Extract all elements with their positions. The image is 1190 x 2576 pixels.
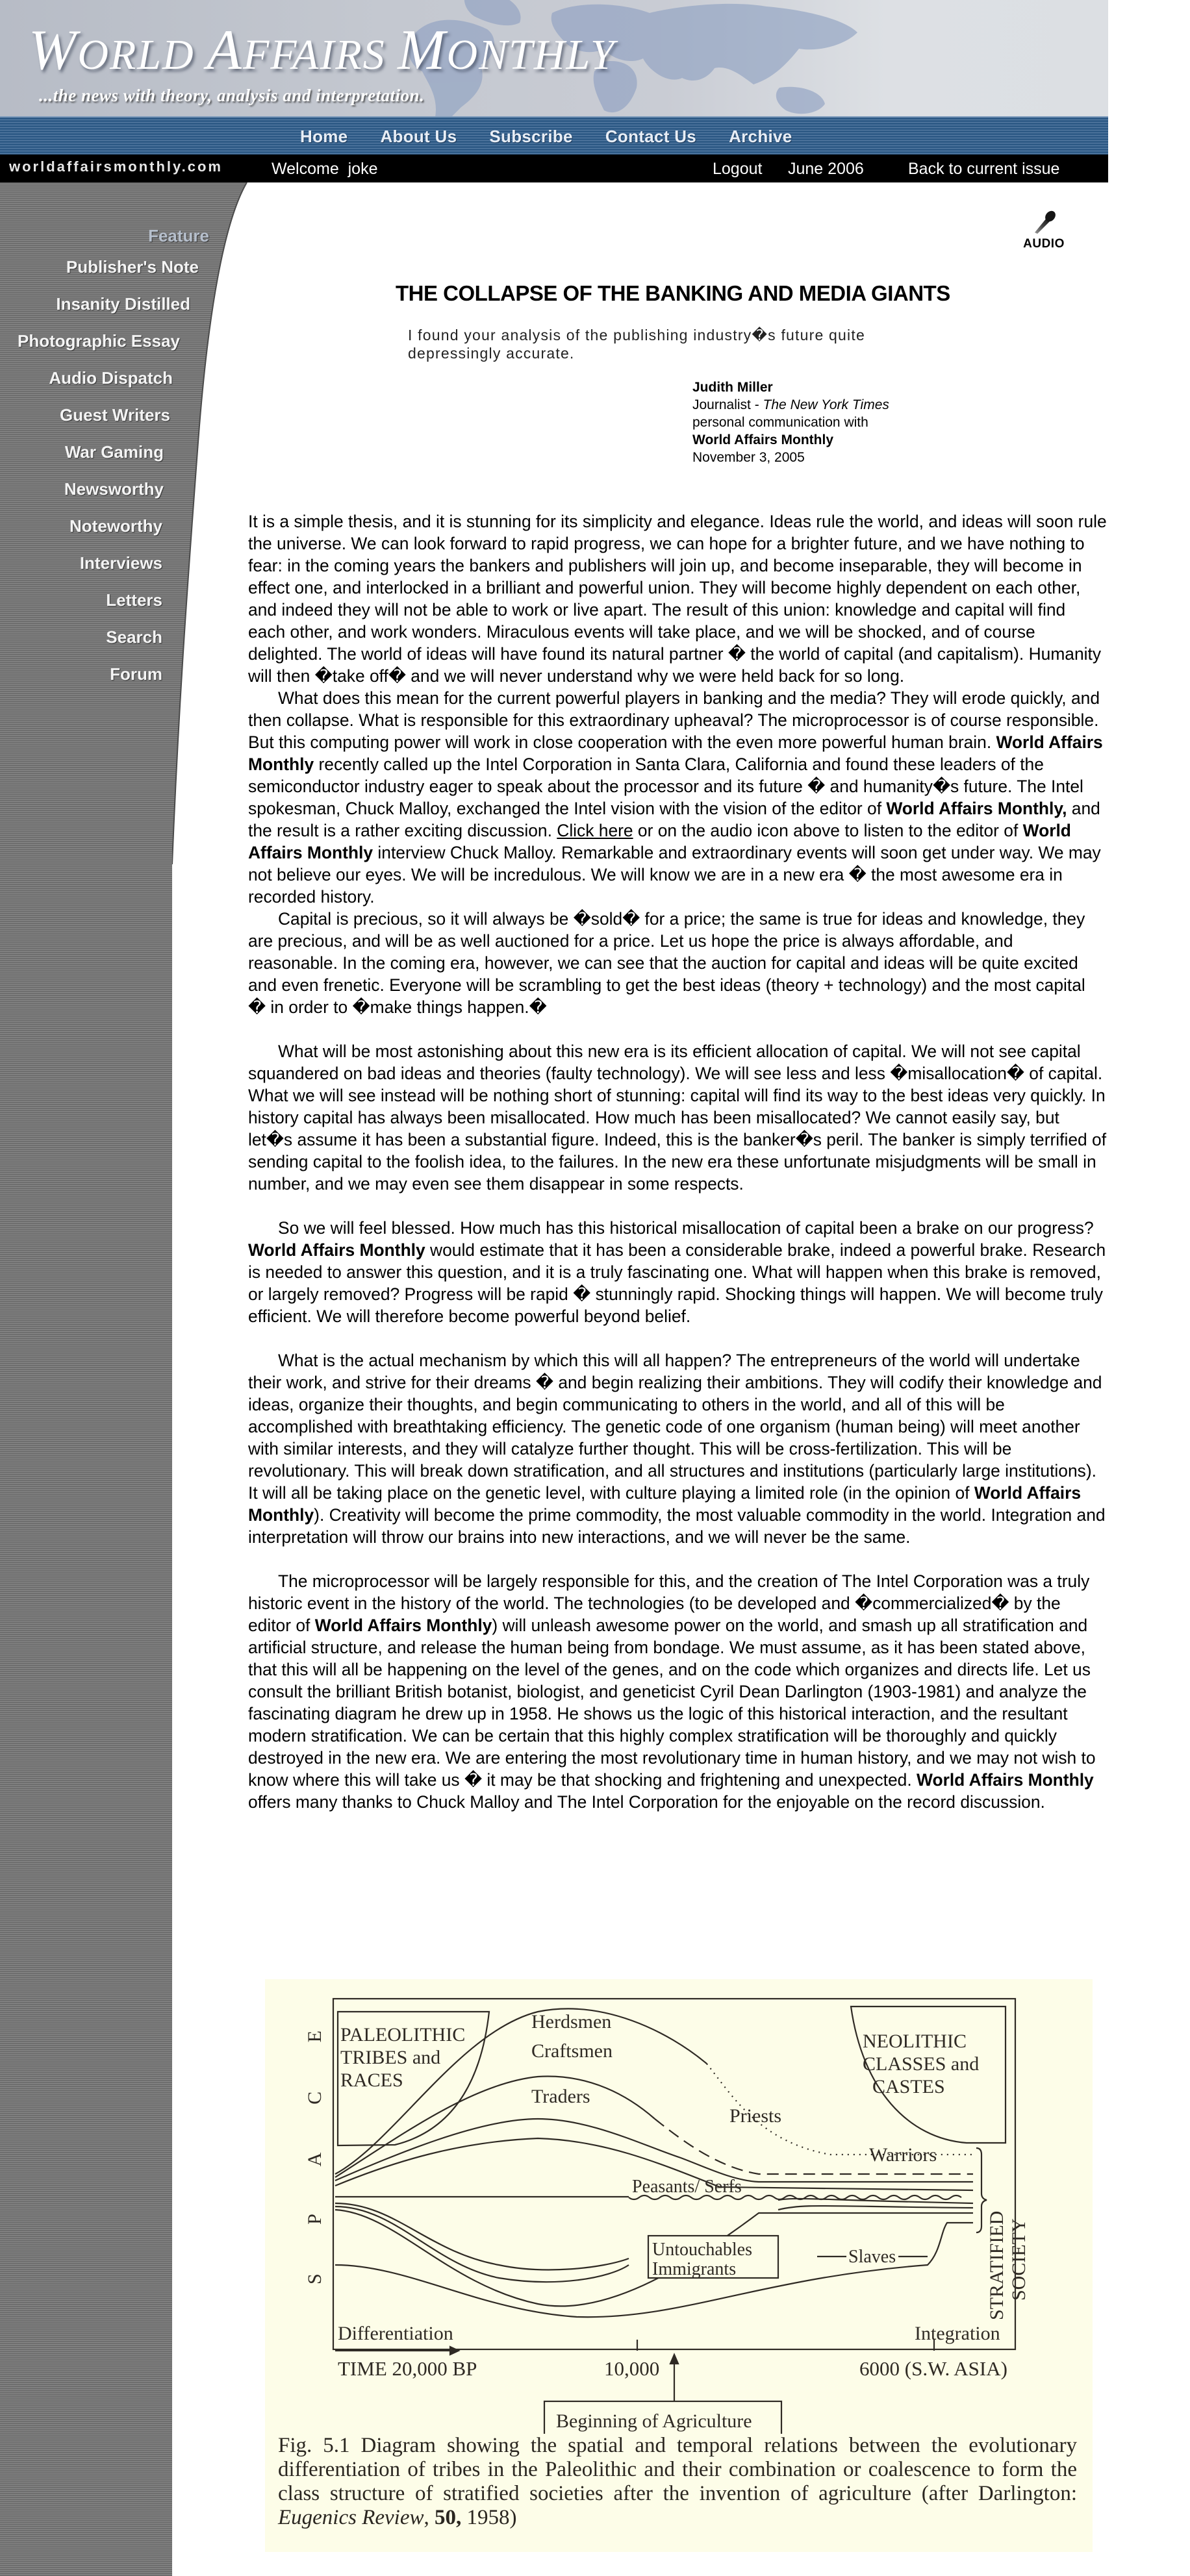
sidebar-menu xyxy=(0,223,209,698)
site-domain: worldaffairsmonthly.com xyxy=(9,158,223,175)
quote-attribution xyxy=(692,379,889,466)
neolithic-line-2: CLASSES and xyxy=(863,2053,980,2075)
paragraph-text: What is the actual mechanism by which this will all happen? The entrepreneurs of the world will undertake their work, and strive for their dreams � and begin realizing their ambitions. They will codify their knowledge and ideas, organize their thoughts, and begin communicating to others in the world, and all of this will be accomplished with breathtaking efficiency. The genetic code of one organism (human being) will meet another with similar interests, and they will catalyze further thought. This will be cross-fertilization. This will be revolutionary. This will break down stratification, and all structures and institutions (particularly large institutions). It will all be taking place on the genetic level, with culture playing a limited role (in the opinion of xyxy=(248,1351,1102,1503)
attribution-name: Judith Miller xyxy=(692,380,773,395)
brand-name: World Affairs Monthly xyxy=(917,1770,1094,1790)
craftsmen-label: Craftsmen xyxy=(531,2040,613,2062)
article-paragraph xyxy=(248,510,1107,687)
time-end-label: 6000 (S.W. ASIA) xyxy=(859,2357,1007,2380)
top-navigation xyxy=(0,116,1108,155)
peasants-label: Peasants/ Serfs xyxy=(632,2177,742,2197)
paleolithic-line-1: PALEOLITHIC xyxy=(340,2024,466,2045)
paragraph-text: It is a simple thesis, and it is stunning for its simplicity and elegance. Ideas rule the world, and ideas will soon rule the universe. We can look forward to rapid progress, we can hope for a brighter future, and we have nothing to fear: in the coming years the bankers and publishers will join up, and become inseparable, they will become in effect one, and interlocked in a brilliant and powerful union. They will become highly dependent on each other, and indeed they will not be able to work or live apart. The result of this union: knowledge and capital will find each other, and work wonders. Miraculous events will take place, and we will be shocked, and of course delighted. The world of ideas will have found its natural partner � the world of capital (and capitalism). Humanity will then �take off� and we will never understand why we were held back for so long. xyxy=(248,512,1107,686)
paleolithic-line-2: TRIBES and xyxy=(340,2047,441,2068)
society-label: SOCIETY xyxy=(1008,2218,1030,2301)
click-here-audio-link[interactable]: Click here xyxy=(557,821,633,840)
figure-caption: Fig. 5.1 Diagram showing the spatial and temporal relations between the evolutionary differentiation of tribes in the Paleolithic and their combination or coalescence to form the class structure of stratified societies after the invention of agriculture (after Darlington: Eugenics Review, 50, 1958) xyxy=(278,2434,1077,2529)
differentiation-label: Differentiation xyxy=(338,2323,453,2344)
time-mid-label: 10,000 xyxy=(604,2357,660,2380)
time-start-label: TIME 20,000 BP xyxy=(338,2357,477,2380)
attribution-role: Journalist - The New York Times xyxy=(692,397,889,412)
brand-name: World Affairs Monthly xyxy=(314,1616,492,1635)
sidebar-item-war-gaming[interactable]: War Gaming xyxy=(64,442,164,462)
paragraph-text: or on the audio icon above to listen to the editor of xyxy=(633,821,1023,840)
brand-name: World Affairs Monthly xyxy=(248,821,1071,862)
paragraph-text: recently called up the Intel Corporation in Santa Clara, California and found these leaders of the semiconductor industry eager to speak about the processor and its future � and humanity�s future. The Intel spokesman, Chuck Malloy, exchanged the Intel vision with the vision of the editor of xyxy=(248,755,1083,818)
sidebar-item-feature[interactable]: Feature xyxy=(148,226,209,245)
article-body xyxy=(248,510,1107,1813)
user-bar xyxy=(0,155,1108,182)
slaves-label: Slaves xyxy=(848,2247,896,2267)
logout-link[interactable]: Logout xyxy=(713,160,763,178)
sidebar-item-audio-dispatch[interactable]: Audio Dispatch xyxy=(49,368,173,388)
stratified-bracket xyxy=(976,2148,987,2232)
brand-name: World Affairs Monthly xyxy=(248,1240,425,1260)
back-to-current-issue-link[interactable]: Back to current issue xyxy=(908,160,1060,178)
untouchables-curve-1 xyxy=(335,2203,629,2270)
sidebar-item-search[interactable]: Search xyxy=(106,627,162,647)
article-paragraph xyxy=(248,687,1107,908)
sidebar-item-newsworthy[interactable]: Newsworthy xyxy=(64,479,164,499)
agriculture-label: Beginning of Agriculture xyxy=(556,2410,752,2432)
immigrants-label: Immigrants xyxy=(652,2259,737,2279)
sidebar-item-insanity-distilled[interactable]: Insanity Distilled xyxy=(56,294,190,314)
paragraph-text: ). Creativity will become the prime commodity, the most valuable commodity in the world. Integration and interpretation will throw our brains into new interactions, and we will never be the same. xyxy=(248,1505,1106,1547)
integration-label: Integration xyxy=(915,2323,1000,2344)
stratified-label: STRATIFIED xyxy=(986,2210,1007,2320)
site-tagline: ...the news with theory, analysis and interpretation. xyxy=(39,86,425,105)
immigrants-to-stratified xyxy=(778,2206,973,2210)
time-arrow-head xyxy=(450,2347,459,2355)
attribution-publication: The New York Times xyxy=(763,397,889,412)
paragraph-text: and the result is a rather exciting discussion. xyxy=(248,799,1100,840)
paleolithic-line-3: RACES xyxy=(340,2070,403,2091)
darlington-diagram-figure xyxy=(265,1979,1093,2552)
nav-contact-us[interactable]: Contact Us xyxy=(605,127,697,146)
article-title: THE COLLAPSE OF THE BANKING AND MEDIA GIANTS xyxy=(396,281,950,305)
article-paragraph xyxy=(248,908,1107,1018)
attribution-context: personal communication with xyxy=(692,415,868,430)
paragraph-text: interview Chuck Malloy. Remarkable and extraordinary events will soon get under way. We may not believe our eyes. We will be incredulous. We will know we are in a new era � the most awesome era in recorded history. xyxy=(248,843,1101,907)
sidebar-item-noteworthy[interactable]: Noteworthy xyxy=(70,516,162,536)
paragraph-text: What will be most astonishing about this new era is its efficient allocation of capital. We will not see capital squandered on bad ideas and theories (faulty technology). We will see less and less �misallocation� of capital. What we will see instead will be nothing short of stunning: capital will find its way to the best ideas very quickly. In history capital has always been misallocated. How much has been misallocated? We cannot easily say, but let�s assume it has been a substantial figure. Indeed, this is the banker�s peril. The banker is simply terrified of sending capital to the foolish idea, to the failures. In the new era these unfortunate misjudgments will be small in number, and we may even see them disappear in some respects. xyxy=(248,1042,1107,1194)
sidebar-item-letters[interactable]: Letters xyxy=(106,590,162,610)
brand-name: World Affairs Monthly, xyxy=(886,799,1067,818)
paragraph-text: offers many thanks to Chuck Malloy and The Intel Corporation for the enjoyable on the record discussion. xyxy=(248,1792,1045,1812)
masthead-banner xyxy=(0,0,1108,116)
priests-label: Priests xyxy=(729,2105,782,2127)
paragraph-text: So we will feel blessed. How much has this historical misallocation of capital been a brake on our progress? xyxy=(278,1218,1094,1238)
stratification-diagram xyxy=(265,1979,1093,2434)
agriculture-arrow-head xyxy=(670,2355,678,2364)
nav-archive[interactable]: Archive xyxy=(729,127,792,146)
paragraph-text: Capital is precious, so it will always be �sold� for a price; the same is true for ideas and knowledge, they are precious, and will be as well auctioned for a price. Let us hope the price is always affordable, and reasonable. In the coming era, however, we can see that the auction for capital and ideas will be quite excited and even frenetic. Everyone will be scrambling to get the best ideas (theory + technology) and the most capital � in order to �make things happen.� xyxy=(248,909,1085,1017)
paragraph-text: The microprocessor will be largely responsible for this, and the creation of The Intel Corporation was a truly historic event in the history of the world. The technologies (to be developed and �commercialized� by the editor of xyxy=(248,1571,1090,1635)
traders-label: Traders xyxy=(531,2086,590,2107)
neolithic-box xyxy=(851,2007,1006,2143)
sidebar-item-forum[interactable]: Forum xyxy=(110,664,162,684)
untouchables-curve-2 xyxy=(335,2207,629,2282)
brand-name: World Affairs Monthly xyxy=(248,1483,1082,1525)
site-title: WORLD AFFAIRS MONTHLY xyxy=(29,19,616,82)
sidebar-item-guest-writers[interactable]: Guest Writers xyxy=(59,405,170,425)
audio-button[interactable] xyxy=(1021,209,1067,251)
craftsmen-curve xyxy=(335,2077,655,2177)
space-axis-label: S P A C E xyxy=(304,2008,325,2284)
microphone-icon xyxy=(1030,209,1058,235)
sidebar-item-photographic-essay[interactable]: Photographic Essay xyxy=(18,331,180,351)
nav-home[interactable]: Home xyxy=(300,127,348,146)
sidebar-item-interviews[interactable]: Interviews xyxy=(79,553,162,573)
welcome-message: Welcome joke xyxy=(272,160,378,178)
nav-subscribe[interactable]: Subscribe xyxy=(489,127,573,146)
article-paragraph xyxy=(248,1040,1107,1195)
attribution-date: November 3, 2005 xyxy=(692,450,805,465)
neolithic-line-3: CASTES xyxy=(872,2076,945,2097)
herdsmen-label: Herdsmen xyxy=(531,2011,612,2032)
untouchables-label: Untouchables xyxy=(652,2240,752,2260)
brand-name: World Affairs Monthly xyxy=(248,732,1103,774)
caption-journal: Eugenics Review xyxy=(278,2506,424,2529)
attribution-org: World Affairs Monthly xyxy=(692,432,833,447)
nav-about-us[interactable]: About Us xyxy=(380,127,457,146)
caption-volume: 50, xyxy=(435,2506,462,2529)
current-issue-date: June 2006 xyxy=(788,160,864,178)
neolithic-line-1: NEOLITHIC xyxy=(863,2031,967,2052)
article-paragraph xyxy=(248,1217,1107,1327)
paragraph-text: What does this mean for the current powerful players in banking and the media? They will erode quickly, and then collapse. What is responsible for this extraordinary upheaval? The microprocessor is of course responsible. But this computing power will work in close cooperation with the even more powerful human brain. xyxy=(248,688,1100,752)
audio-label: AUDIO xyxy=(1023,237,1065,251)
paragraph-text: would estimate that it has been a considerable brake, indeed a powerful brake. Research is needed to answer this question, and it is a truly fascinating one. What will happen when this brake is removed, or largely removed? Progress will be rapid � stunningly rapid. Shocking things will happen. We will become truly efficient. We will therefore become powerful beyond belief. xyxy=(248,1240,1106,1326)
article-paragraph xyxy=(248,1349,1107,1548)
warriors-label: Warriors xyxy=(869,2144,937,2166)
pull-quote: I found your analysis of the publishing industry�s future quite depressingly accurate. xyxy=(408,327,865,362)
article-paragraph xyxy=(248,1570,1107,1813)
sidebar-item-publisher-s-note[interactable]: Publisher's Note xyxy=(66,257,199,277)
paragraph-text: ) will unleash awesome power on the world, and smash up all stratification and artificial structure, and release the human being from bondage. We must assume, as it has been stated above, that this will all be happening on the level of the genes, and on the code which organizes and directs life. Let us consult the brilliant British botanist, biologist, and geneticist Cyril Dean Darlington (1903-1981) and analyze the fascinating diagram he drew up in 1958. He shows us the logic of this historical interaction, and the resultant modern stratification. We can be certain that this highly complex stratification will be thoroughly and quickly destroyed in the new era. We are entering the most revolutionary time in human history, and we may not wish to know where this will take us � it may be that shocking and frightening and unexpected. xyxy=(248,1616,1096,1790)
